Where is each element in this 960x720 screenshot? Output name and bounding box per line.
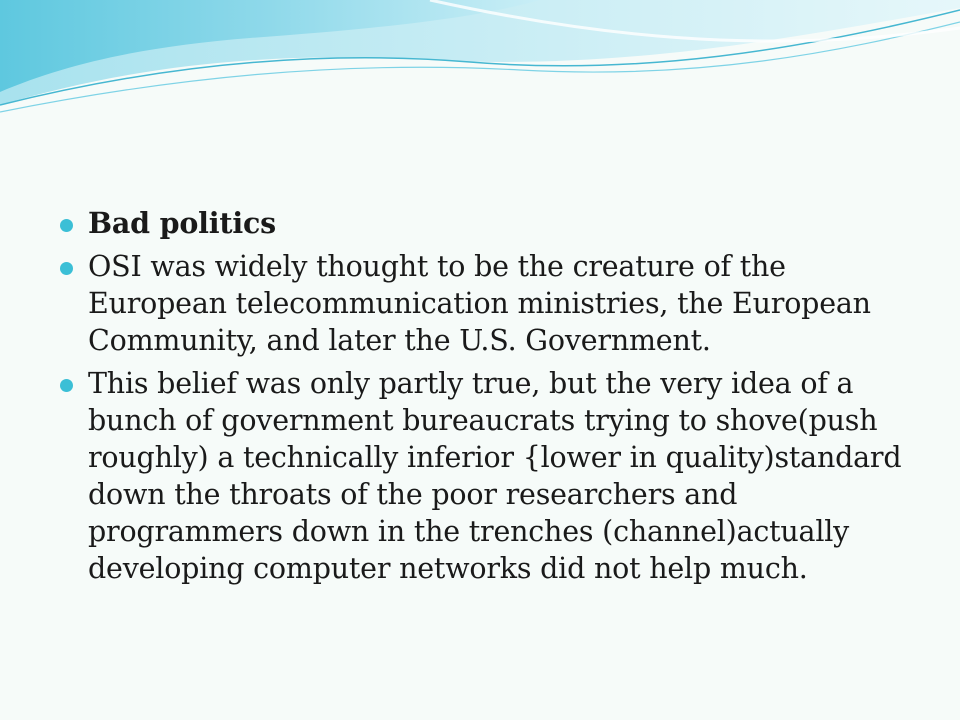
bullet-text: OSI was widely thought to be the creature of the European telecommunication ministries, the European Community, and later the U.S. Government. bbox=[88, 250, 871, 357]
bullet-item bbox=[60, 365, 920, 587]
bullet-item bbox=[60, 205, 920, 242]
bullet-dot-icon bbox=[60, 262, 73, 275]
header-wave-decoration bbox=[0, 0, 960, 120]
slide-body bbox=[60, 205, 920, 593]
bullet-dot-icon bbox=[60, 379, 73, 392]
bullet-list bbox=[60, 205, 920, 587]
bullet-item bbox=[60, 248, 920, 359]
bullet-text: This belief was only partly true, but the very idea of a bunch of government bureaucrats trying to shove(push roughly) a technically inferior {lower in quality)standard down the throats of the poor researchers and programmers down in the trenches (channel)actually developing computer networks did not help much. bbox=[88, 367, 902, 585]
bullet-dot-icon bbox=[60, 219, 73, 232]
bullet-text: Bad politics bbox=[88, 206, 276, 240]
